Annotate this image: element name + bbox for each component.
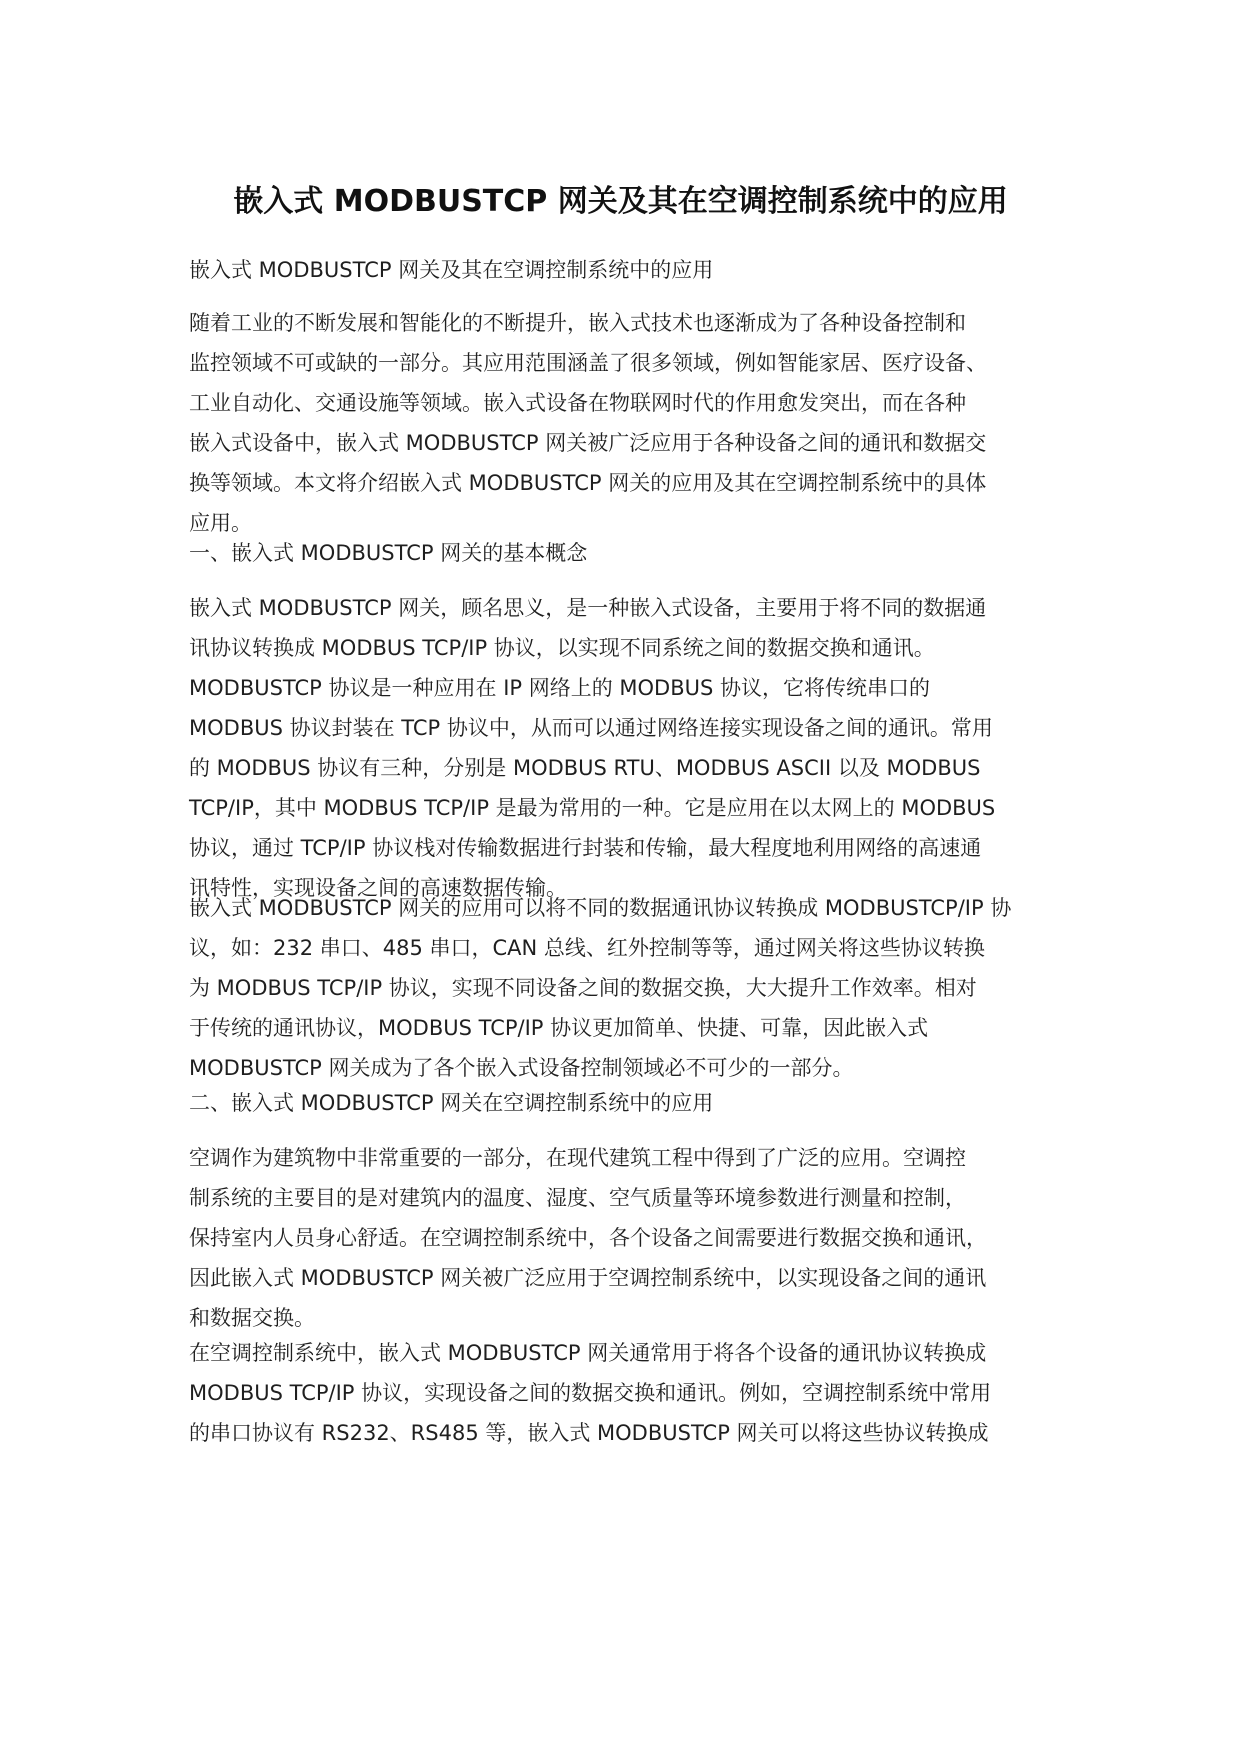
paragraph-line: 嵌入式设备中，嵌入式 MODBUSTCP 网关被广泛应用于各种设备之间的通讯和数据交 [189, 431, 987, 455]
heading-line: 一、嵌入式 MODBUSTCP 网关的基本概念 [189, 541, 588, 565]
paragraph-line: 讯特性，实现设备之间的高速数据传输。 [189, 876, 567, 900]
subtitle [189, 250, 1089, 290]
heading-line: 二、嵌入式 MODBUSTCP 网关在空调控制系统中的应用 [189, 1091, 714, 1115]
paragraph-line: 在空调控制系统中，嵌入式 MODBUSTCP 网关通常用于将各个设备的通讯协议转换成 [189, 1341, 987, 1365]
paragraph-line: 换等领域。本文将介绍嵌入式 MODBUSTCP 网关的应用及其在空调控制系统中的具体 [189, 471, 987, 495]
paragraph-line: TCP/IP，其中 MODBUS TCP/IP 是最为常用的一种。它是应用在以太网上的 MODBUS [189, 796, 996, 820]
paragraph-line: 协议，通过 TCP/IP 协议栈对传输数据进行封装和传输，最大程度地利用网络的高速通 [189, 836, 982, 860]
paragraph-line: 嵌入式 MODBUSTCP 网关的应用可以将不同的数据通讯协议转换成 MODBUSTCP/IP 协 [189, 896, 1012, 920]
page-title: 嵌入式 MODBUSTCP 网关及其在空调控制系统中的应用 [233, 184, 1008, 219]
paragraph-line: MODBUS 协议封装在 TCP 协议中，从而可以通过网络连接实现设备之间的通讯。常用 [189, 716, 993, 740]
paragraph-line: 的 MODBUS 协议有三种，分别是 MODBUS RTU、MODBUS ASCII 以及 MODBUS [189, 756, 981, 780]
paragraph-3 [189, 1138, 1089, 1338]
paragraph-line: 的串口协议有 RS232、RS485 等，嵌入式 MODBUSTCP 网关可以将这些协议转换成 [189, 1421, 989, 1445]
subtitle-line: 嵌入式 MODBUSTCP 网关及其在空调控制系统中的应用 [189, 258, 714, 282]
paragraph-line: MODBUSTCP 网关成为了各个嵌入式设备控制领域必不可少的一部分。 [189, 1056, 854, 1080]
paragraph-line: 制系统的主要目的是对建筑内的温度、湿度、空气质量等环境参数进行测量和控制， [189, 1186, 966, 1210]
paragraph-1 [189, 588, 1089, 908]
intro-paragraph [189, 303, 1089, 543]
paragraph-4 [189, 1333, 1089, 1453]
paragraph-line: 监控领域不可或缺的一部分。其应用范围涵盖了很多领域，例如智能家居、医疗设备、 [189, 351, 987, 375]
paragraph-line: 议，如：232 串口、485 串口，CAN 总线、红外控制等等，通过网关将这些协议转换 [189, 936, 985, 960]
paragraph-line: 和数据交换。 [189, 1306, 315, 1330]
paragraph-line: 随着工业的不断发展和智能化的不断提升，嵌入式技术也逐渐成为了各种设备控制和 [189, 311, 966, 335]
section-heading-1 [189, 533, 1089, 573]
paragraph-line: 嵌入式 MODBUSTCP 网关，顾名思义，是一种嵌入式设备，主要用于将不同的数据通 [189, 596, 987, 620]
paragraph-line: 应用。 [189, 511, 252, 535]
paragraph-line: 讯协议转换成 MODBUS TCP/IP 协议，以实现不同系统之间的数据交换和通讯。 [189, 636, 935, 660]
paragraph-line: MODBUS TCP/IP 协议，实现设备之间的数据交换和通讯。例如，空调控制系统中常用 [189, 1381, 992, 1405]
paragraph-line: 于传统的通讯协议，MODBUS TCP/IP 协议更加简单、快捷、可靠，因此嵌入式 [189, 1016, 929, 1040]
paragraph-2 [189, 888, 1089, 1088]
paragraph-line: 因此嵌入式 MODBUSTCP 网关被广泛应用于空调控制系统中，以实现设备之间的通讯 [189, 1266, 987, 1290]
paragraph-line: 为 MODBUS TCP/IP 协议，实现不同设备之间的数据交换，大大提升工作效率。相对 [189, 976, 977, 1000]
paragraph-line: 保持室内人员身心舒适。在空调控制系统中，各个设备之间需要进行数据交换和通讯， [189, 1226, 987, 1250]
paragraph-line: 工业自动化、交通设施等领域。嵌入式设备在物联网时代的作用愈发突出，而在各种 [189, 391, 966, 415]
paragraph-line: 空调作为建筑物中非常重要的一部分，在现代建筑工程中得到了广泛的应用。空调控 [189, 1146, 966, 1170]
section-heading-2 [189, 1083, 1089, 1123]
paragraph-line: MODBUSTCP 协议是一种应用在 IP 网络上的 MODBUS 协议，它将传统串口的 [189, 676, 931, 700]
